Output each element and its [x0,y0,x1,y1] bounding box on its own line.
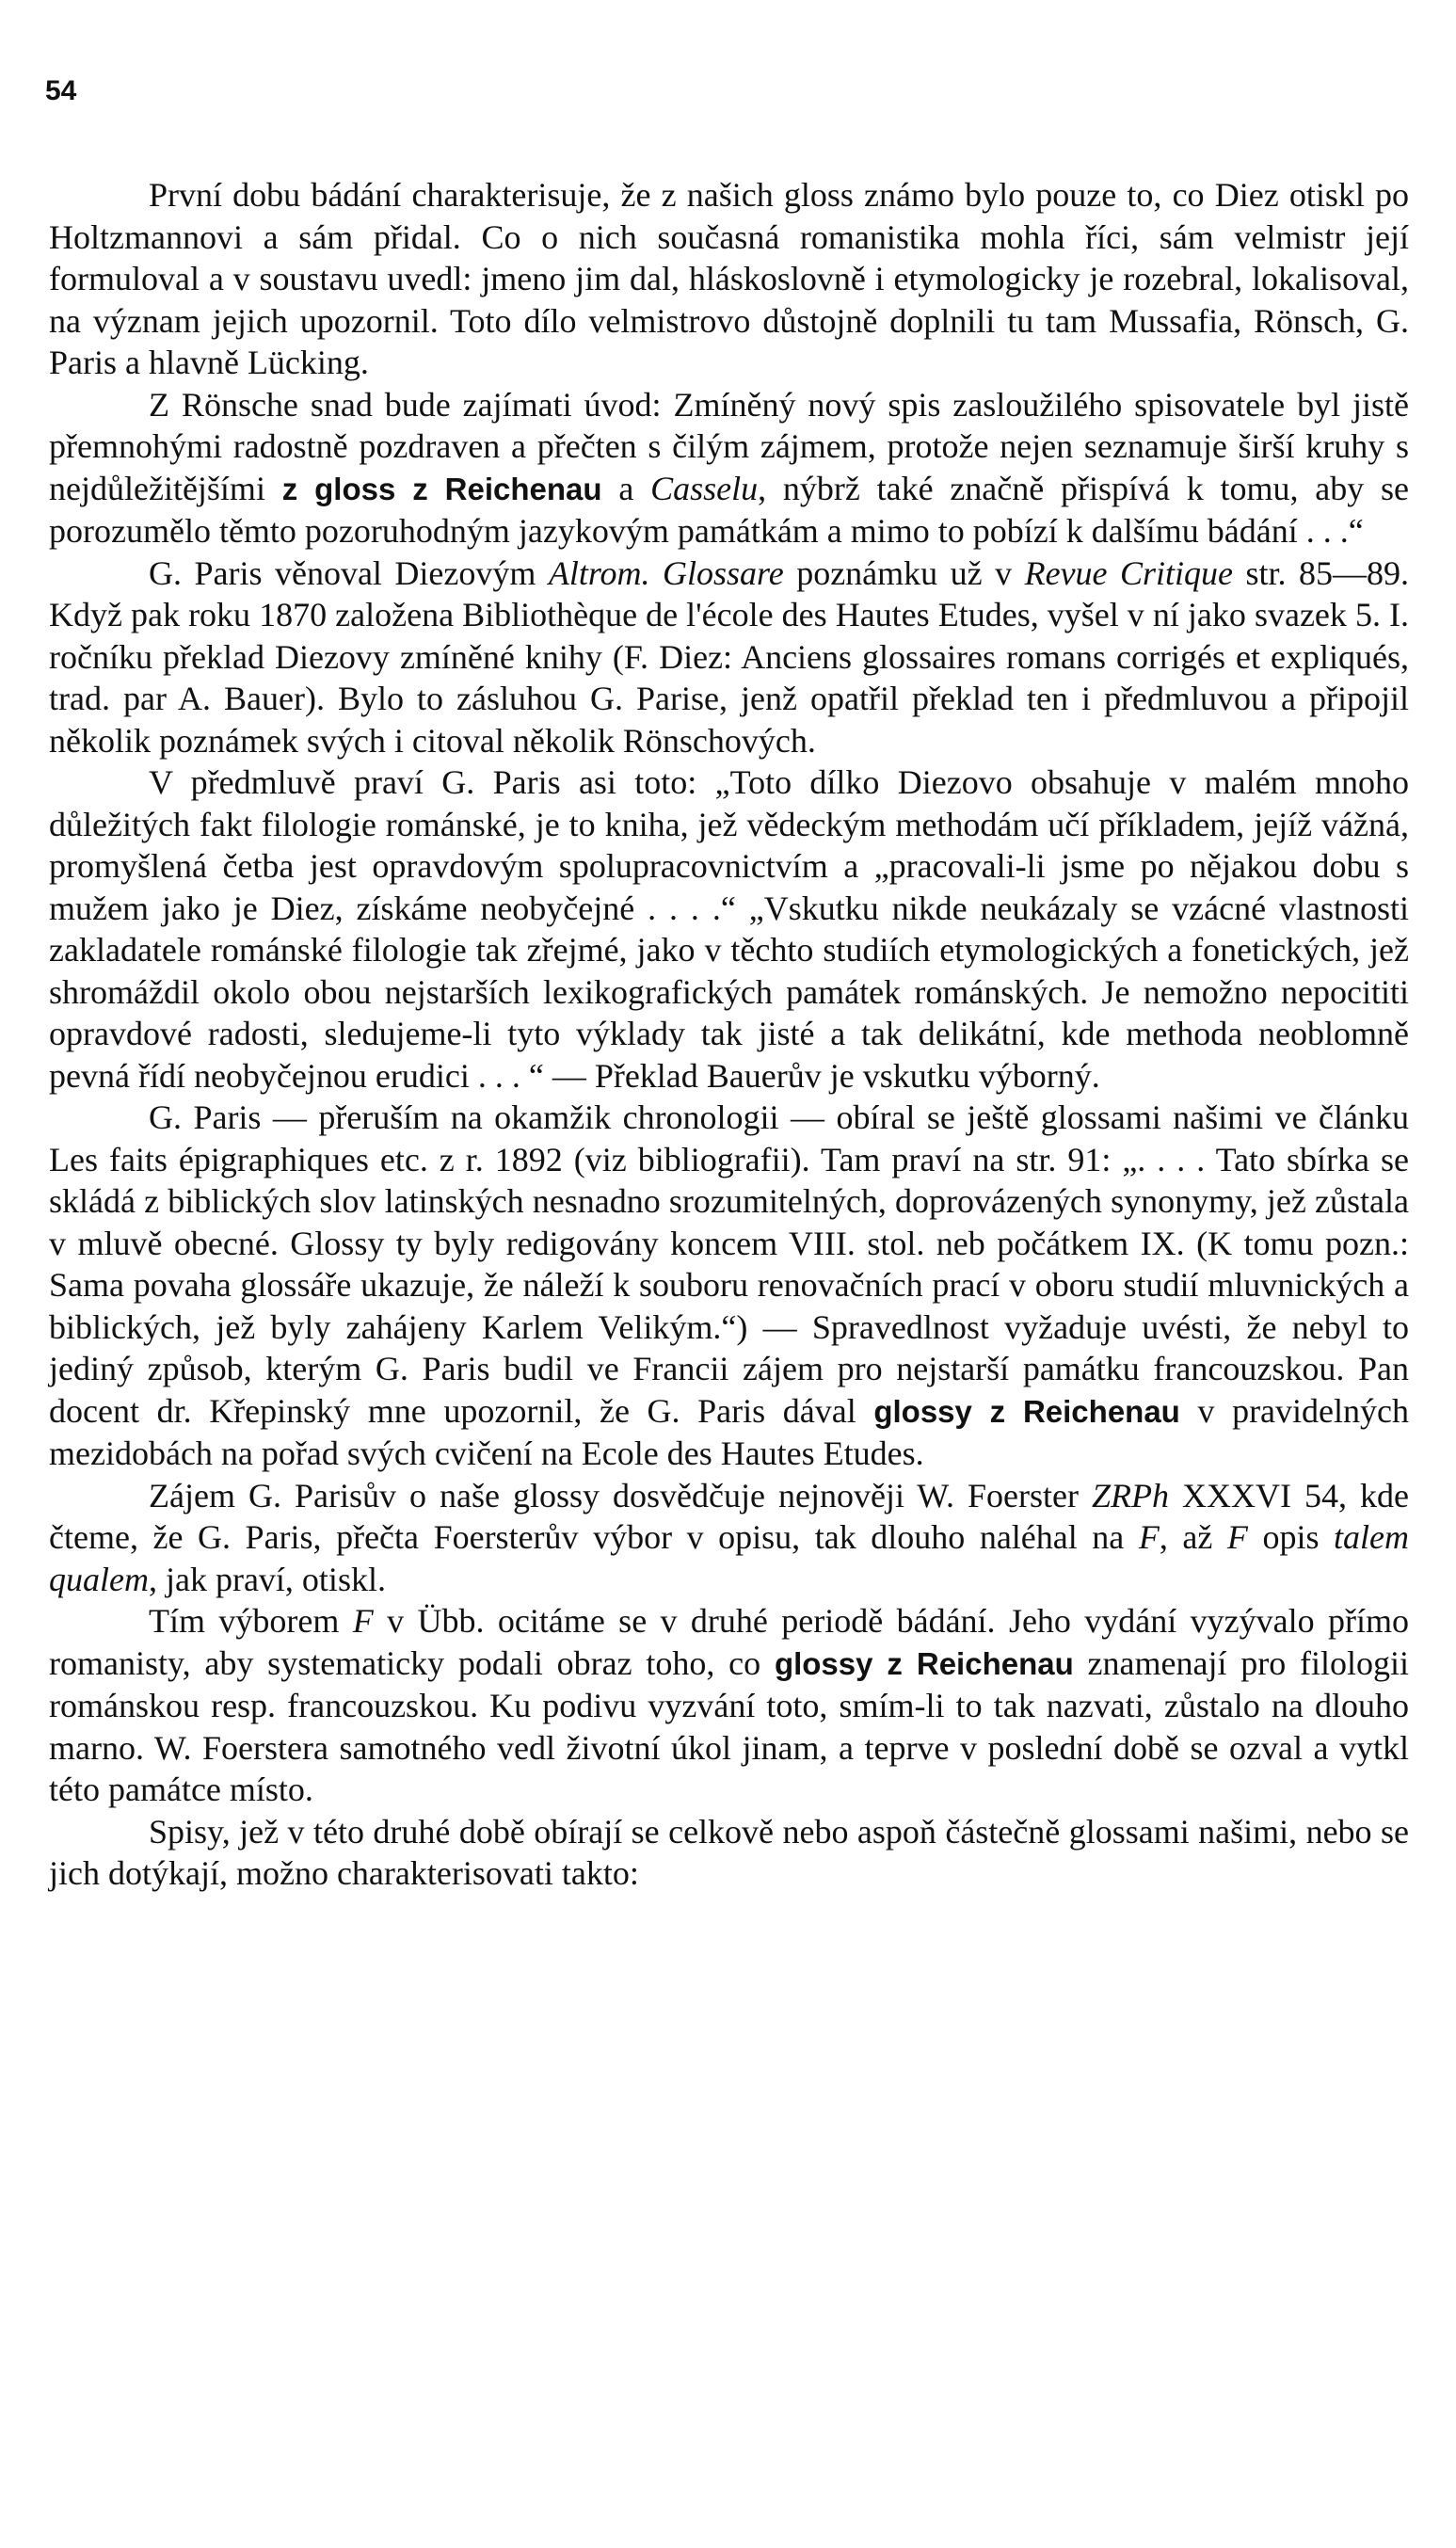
paragraph [49,1097,1409,1475]
text-run: Spisy, jež v této druhé době obírají se celkově nebo aspoň částečně glossami našimi, nebo se jich dotýkají, možno charakterisovati takto: [49,1812,1409,1892]
text-run: opis [1247,1518,1335,1556]
text-run: str. 85—89. Když pak roku 1870 založena Bibliothèque de l'école des Hautes Etudes, vyšel v ní jako svazek 5. I. ročníku překlad Diezovy zmíněné knihy (F. Diez: Anciens glossaires romans corrigés et expliqués, trad. par A. Bauer). Bylo to zásluhou G. Parise, jenž opatřil překlad ten i předmluvou a připojil několik poznámek svých i citoval několik Rönschových. [49,553,1410,760]
text-run: znamenají pro filologii románskou resp. francouzskou. Ku podivu vyzvání toto, smím-li to tak nazvati, zůstalo na dlouho marno. W. Foerstera samotného vedl životní úkol jinam, a teprve v poslední době se ozval a vytkl této památce místo. [49,1643,1410,1808]
paragraph [49,384,1409,553]
body-text [49,174,1409,1895]
paragraph [49,1475,1409,1601]
text-run: a [601,469,651,507]
text-run: V předmluvě praví G. Paris asi toto: „Toto dílko Diezovo obsahuje v malém mnoho důležitých fakt filologie románské, je to kniha, jež vědeckým methodám učí příkladem, jejíž vážná, promyšlená četba jest opravdovým spolupracovnictvím a „pracovali-li jsme po nějakou dobu s mužem jako je Diez, získáme neobyčejné . . . .“ „Vskutku nikde neukázaly se vzácné vlastnosti zakladatele románské filologie tak zřejmé, jako v těchto studiích etymologických a fonetických, jež shromáždil okolo obou nejstarších lexikografických památek románských. Je nemožno nepocititi opravdové radosti, sledujeme-li tyto výklady tak jisté a tak delikátní, kde methoda neoblomně pevná řídí neobyčejnou erudici . . . “ — Překlad Bauerův je vskutku výborný. [49,763,1409,1095]
italic-term: talem qualem [49,1518,1410,1598]
text-run: G. Paris věnoval Diezovým [149,553,549,592]
italic-term: F [1226,1518,1248,1556]
bold-term: z gloss z Reichenau [281,471,602,506]
text-run: G. Paris — přeruším na okamžik chronologii — obíral se ještě glossami našimi ve článku Les faits épigraphiques etc. z r. 1892 (viz bibliografii). Tam praví na str. 91: „. . . . Tato sbírka se skládá z biblických slov latinských nesnadno srozumitelných, doprovázených synonymy, jež zůstala v mluvě obecné. Glossy ty byly redigovány koncem VIII. stol. neb počátkem IX. (K tomu pozn.: Sama povaha glossáře ukazuje, že náleží k souboru renovačních prací v oboru studií mluvnických a biblických, jež byly zahájeny Karlem Velikým.“) — Spravedlnost vyžaduje uvésti, že nebyl to jediný způsob, kterým G. Paris budil ve Francii zájem pro nejstarší památku francouzskou. Pan docent dr. Křepinský mne upozornil, že G. Paris dával [49,1098,1409,1430]
bold-term: glossy z Reichenau [873,1393,1180,1429]
italic-term: F [352,1602,374,1640]
paragraph [49,1600,1409,1811]
bold-term: glossy z Reichenau [774,1645,1074,1681]
text-run: Z Rönsche snad bude zajímati úvod: Zmíněný nový spis zasloužilého spisovatele byl jistě přemnohými radostně pozdraven a přečten s čilým zájmem, protože nejen seznamuje širší kruhy s nejdůležitějšími [49,385,1409,507]
text-run: poznámku už v [783,553,1025,592]
italic-term: Casselu [650,469,759,507]
paragraph [49,553,1409,762]
italic-term: F [1138,1518,1160,1556]
text-run: První dobu bádání charakterisuje, že z našich gloss známo bylo pouze to, co Diez otiskl po Holtzmannovi a sám přidal. Co o nich současná romanistika mohla říci, sám velmistr její formuloval a v soustavu uvedl: jmeno jim dal, hláskoslovně i etymologicky je rozebral, lokalisoval, na význam jejich upozornil. Toto dílo velmistrovo důstojně doplnili tu tam Mussafia, Rönsch, G. Paris a hlavně Lücking. [49,176,1409,381]
paragraph [49,761,1409,1097]
text-run: XXXVI 54, kde čteme, že G. Paris, přečta Foersterův výbor v opisu, tak dlouho naléhal na [49,1476,1409,1556]
italic-term: Altrom. Glossare [548,553,784,592]
text-run: , jak praví, otiskl. [148,1560,386,1598]
text-run: v pravidelných mezidobách na pořad svých cvičení na Ecole des Hautes Etudes. [49,1391,1409,1472]
paragraph [49,1811,1409,1895]
text-run: v Übb. ocitáme se v druhé periodě bádání. Jeho vydání vyzývalo přímo romanisty, aby systematicky podali obraz toho, co [49,1602,1409,1682]
text-run: , nýbrž také značně přispívá k tomu, aby se porozumělo těmto pozoruhodným jazykovým památkám a mimo to pobízí k dalšímu bádání . . .“ [49,469,1409,550]
text-run: Tím výborem [149,1602,353,1640]
text-run: , až [1159,1518,1227,1556]
italic-term: ZRPh [1091,1476,1169,1514]
text-run: Zájem G. Parisův o naše glossy dosvědčuje nejnověji W. Foerster [149,1476,1092,1514]
paragraph [49,174,1409,384]
italic-term: Revue Critique [1024,553,1234,592]
page-number: 54 [45,75,77,106]
